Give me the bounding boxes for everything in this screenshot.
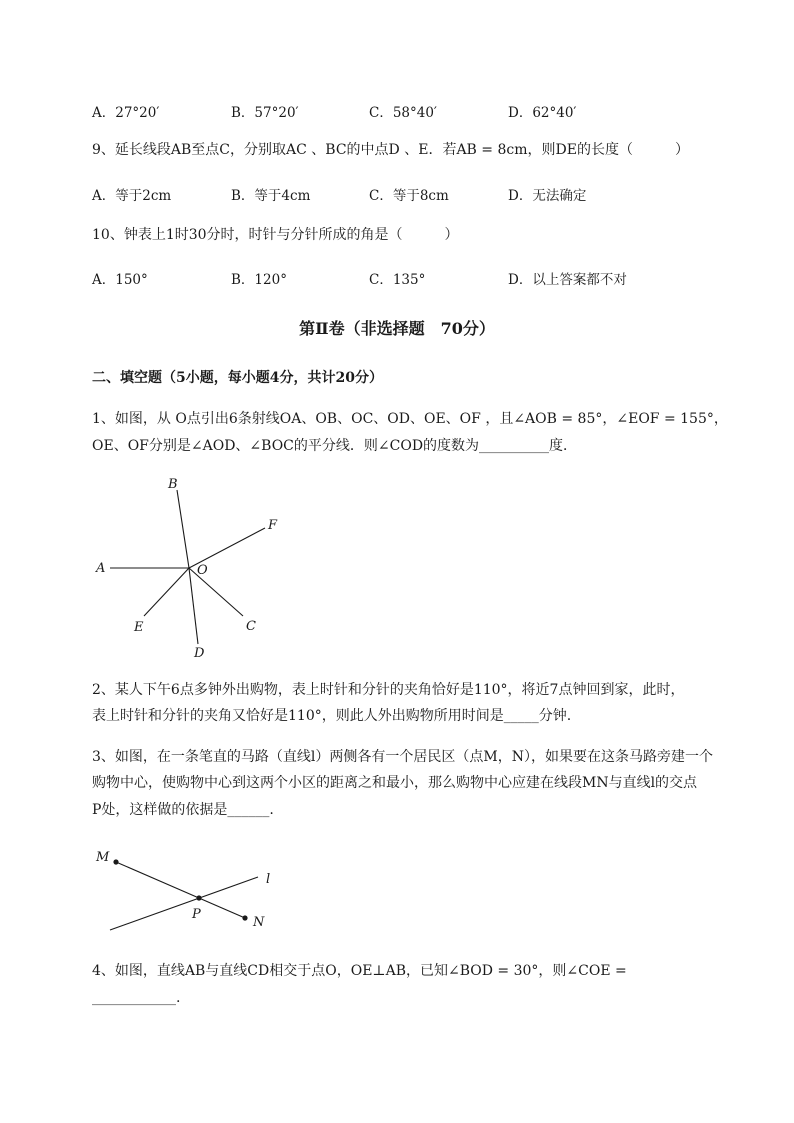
ray-of <box>189 528 265 568</box>
point-p <box>196 895 201 900</box>
f3-line2: 购物中心，使购物中心到这两个小区的距离之和最小，那么购物中心应建在线段MN与直线l的交点 <box>92 775 698 791</box>
f1-line1: 1、如图，从 O点引出6条射线OA、OB、OC、OD、OE、OF ，且∠AOB = 85°，∠EOF = 155°， <box>92 411 728 427</box>
label-p: P <box>192 907 201 922</box>
label-m: M <box>96 850 110 865</box>
label-l: l <box>266 872 271 887</box>
f4-line1: 4、如图，直线AB与直线CD相交于点O，OE⊥AB，已知∠BOD = 30°，则∠COE = <box>92 963 627 979</box>
q10-choice-c: C．135° <box>369 272 426 288</box>
part2-title: 第Ⅱ卷（非选择题 70分） <box>299 319 495 338</box>
ray-ob <box>177 490 189 568</box>
q9-text: 9、延长线段AB至点C，分别取AC 、BC的中点D 、E．若AB = 8cm，则DE的长度（ ） <box>92 142 689 158</box>
f3-line1: 3、如图，在一条笔直的马路（直线l）两侧各有一个居民区（点M，N），如果要在这条马路旁建一个 <box>92 749 713 765</box>
q10-choice-b: B．120° <box>231 272 287 288</box>
label-b: B <box>168 477 178 492</box>
label-n: N <box>253 915 265 930</box>
q8-choice-d: D．62°40′ <box>508 105 577 121</box>
ray-oe <box>144 568 189 616</box>
f4-line2: ____________. <box>92 990 181 1006</box>
label-o: O <box>197 563 208 578</box>
label-c: C <box>246 619 256 634</box>
q10-choice-d: D．以上答案都不对 <box>508 272 627 288</box>
point-n <box>242 915 247 920</box>
q8-choice-a: A．27°20′ <box>92 105 160 121</box>
point-m <box>113 859 118 864</box>
segment-mn <box>116 862 245 918</box>
ray-od <box>189 568 198 644</box>
f3-line3: P处，这样做的依据是______. <box>92 802 274 818</box>
q9-choice-c: C．等于8cm <box>369 188 449 204</box>
label-f: F <box>268 518 278 533</box>
q8-choice-c: C．58°40′ <box>369 105 438 121</box>
section-heading: 二、填空题（5小题，每小题4分，共计20分） <box>92 370 383 386</box>
q8-choice-b: B．57°20′ <box>231 105 299 121</box>
f1-rays-figure <box>80 468 300 668</box>
q10-choice-a: A．150° <box>92 272 148 288</box>
q9-choice-b: B．等于4cm <box>231 188 311 204</box>
f2-line1: 2、某人下午6点多钟外出购物，表上时针和分针的夹角恰好是110°，将近7点钟回到家，此时， <box>92 682 685 698</box>
line-l <box>110 877 258 930</box>
q10-text: 10、钟表上1时30分时，时针与分针所成的角是（ ） <box>92 227 459 243</box>
q9-choice-a: A．等于2cm <box>92 188 172 204</box>
f3-road-figure <box>90 840 290 940</box>
f1-line2: OE、OF分别是∠AOD、∠BOC的平分线．则∠COD的度数为__________度． <box>92 438 578 454</box>
label-a: A <box>96 561 106 576</box>
q9-choice-d: D．无法确定 <box>508 188 587 204</box>
label-e: E <box>134 620 144 635</box>
f2-line2: 表上时针和分针的夹角又恰好是110°，则此人外出购物所用时间是_____分钟. <box>92 708 572 724</box>
label-d: D <box>194 646 205 661</box>
